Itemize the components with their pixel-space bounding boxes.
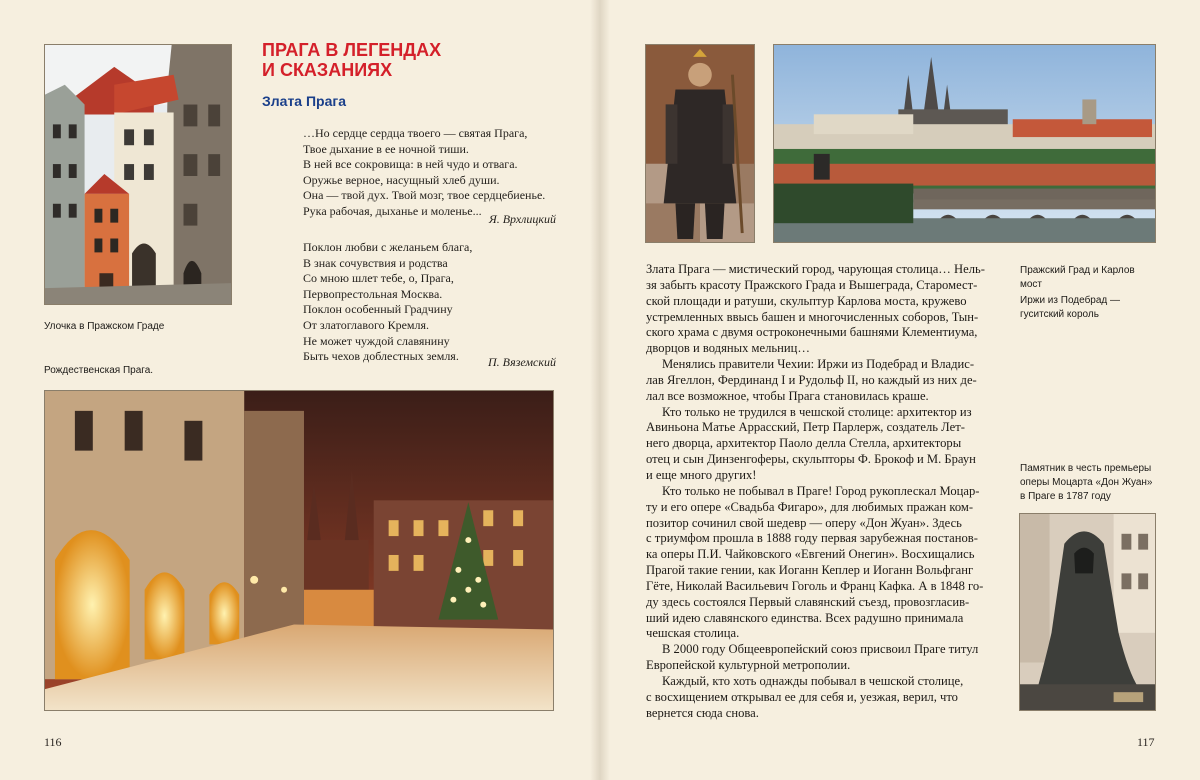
poem-line: Поклон особенный Градчину (303, 302, 453, 317)
book-spine (590, 0, 610, 780)
caption-statue (1020, 462, 1170, 504)
text-line: с триумфом прошла в 1888 году первая зарубежная постанов- (646, 531, 978, 546)
caption-line: Иржи из Подебрад — (1020, 295, 1121, 306)
poem-author: Я. Врхлицкий (488, 212, 556, 226)
title-line-2: И СКАЗАНИЯХ (262, 60, 393, 80)
text-line: ту и его опере «Свадьба Фигаро», для любимых пражан ком- (646, 499, 974, 514)
text-line: Европейской культурной метрополии. (646, 658, 851, 673)
caption-line: Пражский Град и Карлов (1020, 265, 1135, 276)
text-line: ской площади и ратуши, скульптур Карлова моста, кружево (646, 293, 967, 308)
text-line: вернется сюда снова. (646, 705, 759, 720)
photo-king-jiri (645, 44, 755, 243)
text-line: позитор сочинил свой шедевр — оперу «Дон Жуан». Здесь (646, 515, 962, 530)
text-line: Прагой такие гении, как Иоганн Кеплер и Иоганн Вольфганг (646, 563, 974, 578)
caption-castle-bridge (1020, 264, 1170, 292)
main-article-text (646, 262, 1013, 721)
caption-king (1020, 294, 1170, 322)
poem-line: Быть чехов доблестных земля. (303, 349, 459, 364)
text-line: чешская столица. (646, 626, 740, 641)
section-subtitle: Злата Прага (262, 93, 346, 109)
text-line: ка оперы П.И. Чайковского «Евгений Онегин». Восхищались (646, 547, 975, 562)
poem-line: Поклон любви с желаньем блага, (303, 240, 473, 254)
text-line: лав Ягеллон, Фердинанд I и Рудольф II, но каждый из них де- (646, 372, 977, 387)
caption-line: Памятник в честь премьеры (1020, 463, 1152, 474)
text-line: Гёте, Николай Васильевич Гоголь и Франц Кафка. А в 1848 го- (646, 578, 984, 593)
page-number-left: 116 (44, 735, 62, 749)
photo-don-giovanni-statue (1019, 513, 1156, 711)
text-line: Каждый, кто хоть однажды побывал в чешской столице, (662, 673, 964, 688)
caption-line: мост (1020, 279, 1043, 290)
text-line: Кто только не трудился в чешской столице: архитектор из (662, 404, 972, 419)
text-line: отец и сын Динзенгоферы, скульпторы Ф. Брокоф и М. Браун (646, 452, 976, 467)
text-line: ший идею славянского единства. Всех радушно принимала (646, 610, 964, 625)
text-line: Злата Прага — мистический город, чарующая столица… Нель- (646, 262, 985, 276)
caption-christmas: Рождественская Прага. (44, 365, 154, 376)
poem-line: От златоглавого Кремля. (303, 317, 430, 332)
caption-street: Улочка в Пражском Граде (44, 321, 165, 332)
poem-author: П. Вяземский (487, 355, 556, 369)
text-line: Менялись правители Чехии: Иржи из Подебрад и Владис- (662, 357, 975, 372)
poem-line: В знак сочувствия и родства (303, 255, 448, 270)
poem-vrchlicky (303, 126, 556, 231)
text-line: устремленных ввысь башен и многочисленных соборов, Тын- (646, 309, 979, 324)
text-line: Кто только не побывал в Праге! Город рукоплескал Моцар- (662, 483, 980, 498)
photo-christmas-prague (44, 390, 554, 711)
text-line: ду здесь состоялся Первый славянский съезд, провозгласив- (646, 594, 970, 609)
photo-prague-castle-lane (44, 44, 232, 305)
text-line: зя забыть красоту Пражского Града и Вышеграда, Старомест- (646, 277, 978, 292)
photo-castle-charles-bridge (773, 44, 1156, 243)
poem-line: Не может чуждой славянину (303, 333, 450, 348)
text-line: него дворца, архитектор Паоло делла Стелла, архитекторы (646, 436, 962, 451)
text-line: В 2000 году Общеевропейский союз присвоил Праге титул (662, 642, 979, 657)
caption-line: оперы Моцарта «Дон Жуан» (1020, 477, 1153, 488)
text-line: и еще много других! (646, 467, 757, 482)
text-line: лал все возможное, чтобы Прага становилась краше. (646, 388, 929, 403)
poem-line: Оружье верное, насущный хлеб души. (303, 172, 500, 187)
poem-line: В ней все сокровища: в ней чудо и отвага. (303, 157, 518, 172)
text-line: ского храма с двумя остроконечными башнями Клементиума, (646, 325, 978, 340)
poem-line: …Но сердце сердца твоего — святая Прага, (303, 126, 528, 140)
poem-line: Первопрестольная Москва. (303, 286, 443, 301)
text-line: дворцов и водяных мельниц… (646, 341, 810, 356)
caption-line: гуситский король (1020, 309, 1099, 320)
text-line: Авиньона Матье Аррасский, Петр Парлерж, создатель Лет- (646, 420, 965, 435)
poem-line: Рука рабочая, дыханье и моленье... (303, 203, 482, 218)
poem-line: Твое дыхание в ее ночной тиши. (303, 141, 469, 156)
page-title (262, 40, 562, 80)
caption-line: в Праге в 1787 году (1020, 491, 1111, 502)
poem-line: Со мною шлет тебе, о, Прага, (303, 271, 454, 286)
page-number-right: 117 (1137, 735, 1155, 749)
title-line-1: ПРАГА В ЛЕГЕНДАХ (262, 40, 442, 60)
poem-vyazemsky (303, 240, 556, 375)
text-line: с восхищением открывал ее для себя и, уезжая, верил, что (646, 689, 958, 704)
poem-line: Она — твой дух. Твой мозг, твое сердцебиенье. (303, 188, 546, 203)
